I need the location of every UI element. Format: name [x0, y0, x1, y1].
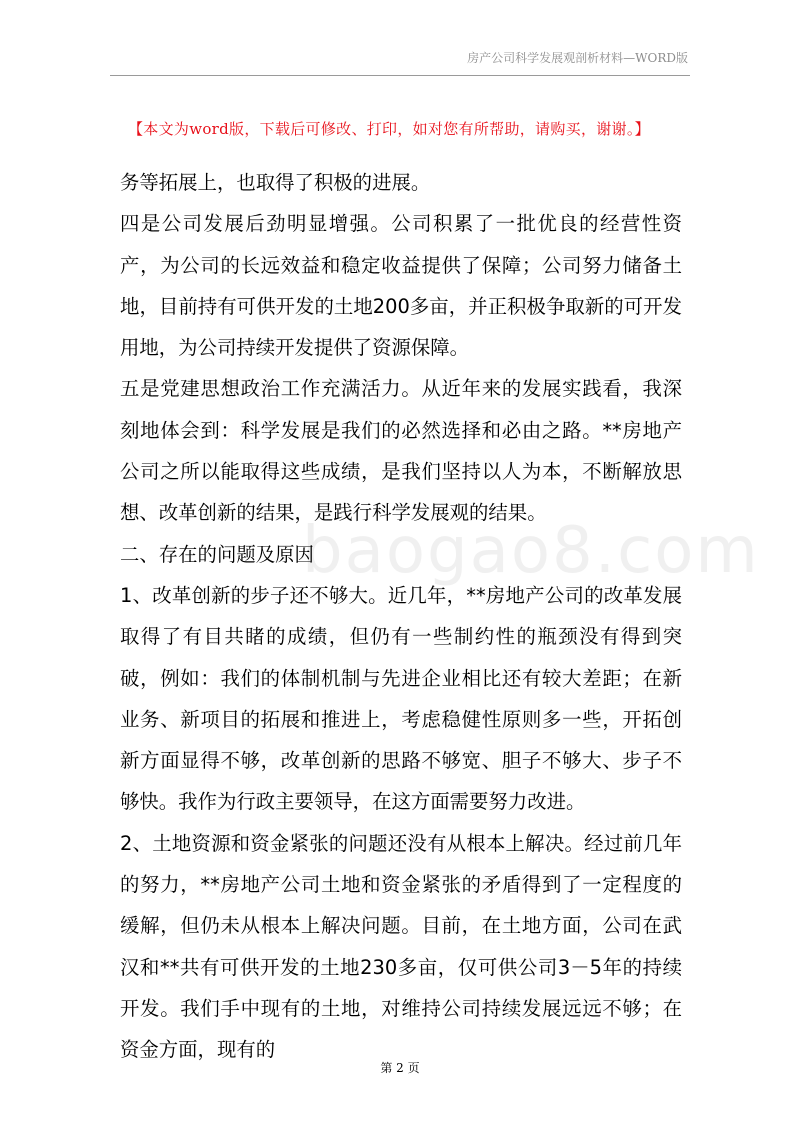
paragraph: 五是党建思想政治工作充满活力。从近年来的发展实践看，我深刻地体会到：科学发展是我们的必然选择和必由之路。**房地产公司之所以能取得这些成绩，是我们坚持以人为本，不断解放思想、改革创新的结果，是践行科学发展观的结果。	[120, 377, 682, 525]
watermark: baogao8.com	[302, 514, 760, 588]
running-header: 房产公司科学发展观剖析材料—WORD版	[467, 51, 688, 65]
download-notice: 【本文为word版，下载后可修改、打印，如对您有所帮助，请购买，谢谢。】	[128, 120, 650, 138]
page-number: 第 2 页	[380, 1061, 420, 1075]
section-heading: 二、存在的问题及原因	[120, 542, 314, 566]
paragraph: 2、土地资源和资金紧张的问题还没有从根本上解决。经过前几年的努力，**房地产公司土地和资金紧张的矛盾得到了一定程度的缓解，但仍未从根本上解决问题。目前，在土地方面，公司在武汉和**共有可供开发的土地230多亩，仅可供公司3－5年的持续开发。我们手中现有的土地，对维持公司持续发展远远不够；在资金方面，现有的	[120, 831, 682, 1062]
paragraph: 1、改革创新的步子还不够大。近几年，**房地产公司的改革发展取得了有目共睹的成绩，但仍有一些制约性的瓶颈没有得到突破，例如：我们的体制机制与先进企业相比还有较大差距；在新业务、新项目的拓展和推进上，考虑稳健性原则多一些，开拓创新方面显得不够，改革创新的思路不够宽、胆子不够大、步子不够快。我作为行政主要领导，在这方面需要努力改进。	[120, 583, 682, 814]
paragraph: 四是公司发展后劲明显增强。公司积累了一批优良的经营性资产，为公司的长远效益和稳定收益提供了保障；公司努力储备土地，目前持有可供开发的土地200多亩，并正积极争取新的可开发用地，为公司持续开发提供了资源保障。	[120, 212, 682, 360]
document-body	[120, 162, 682, 1071]
header-divider	[110, 75, 690, 76]
paragraph: 务等拓展上，也取得了积极的进展。	[120, 171, 431, 194]
